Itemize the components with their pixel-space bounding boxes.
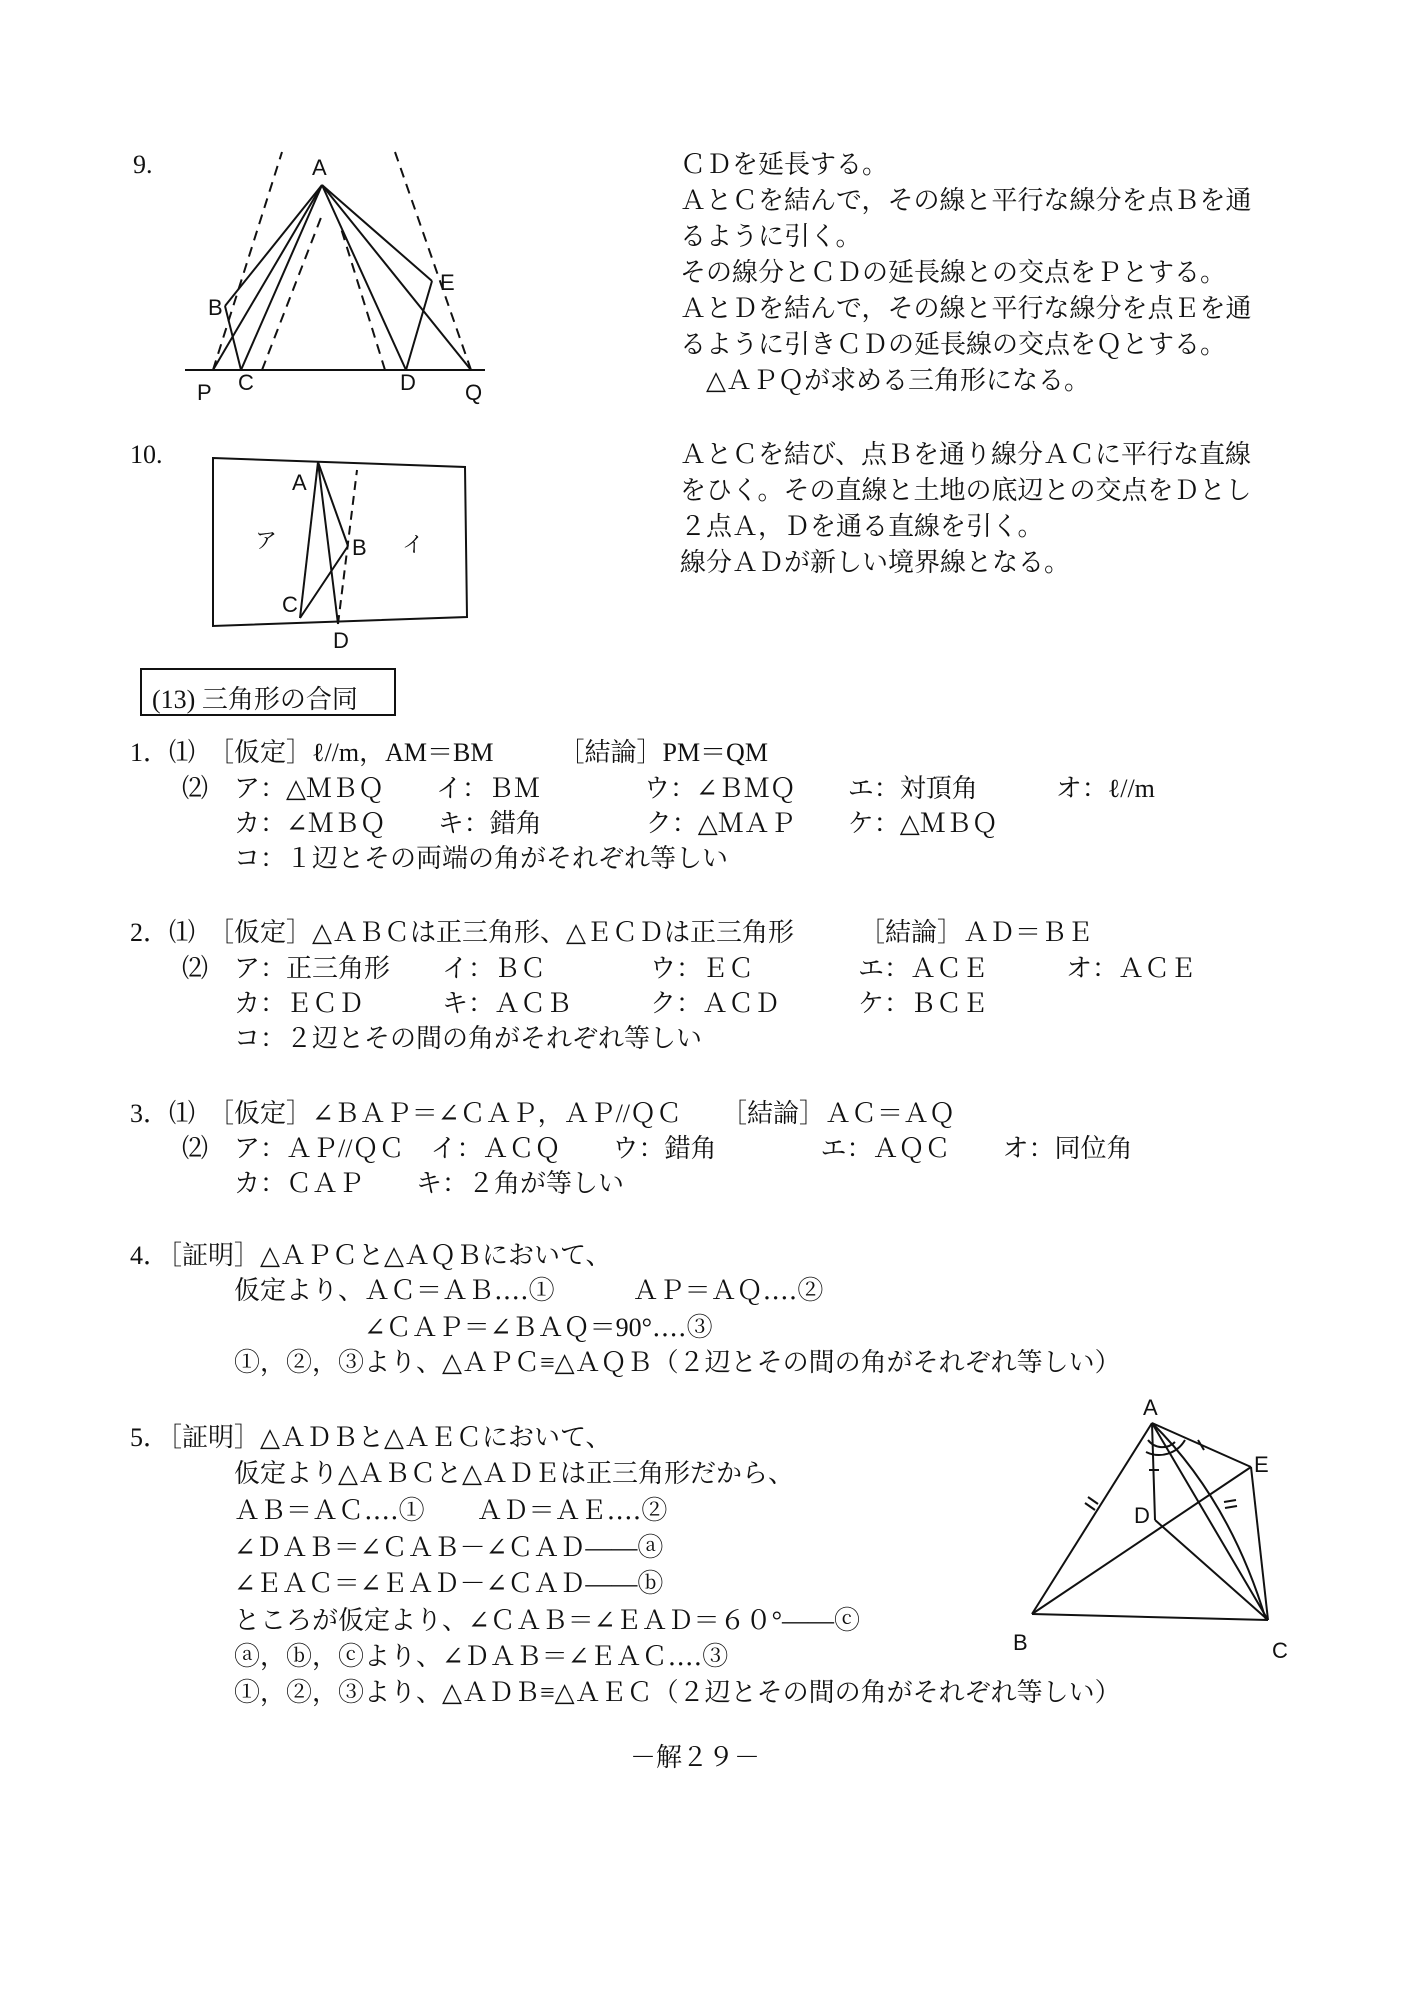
item9-line: るように引く。 — [680, 222, 862, 251]
q4-line: 仮定より、ＡＣ＝ＡＢ‥‥① ＡＰ＝ＡＱ‥‥② — [130, 1276, 824, 1305]
label-d: D — [400, 370, 416, 395]
q5-line: ところが仮定より、∠ＣＡＢ＝∠ＥＡＤ＝６０°――ⓒ — [130, 1606, 860, 1635]
label-c: C — [282, 592, 298, 617]
item9-line: るように引きＣＤの延長線の交点をＱとする。 — [680, 330, 1227, 359]
item10-line: ２点Ａ，Ｄを通る直線を引く。 — [680, 512, 1044, 541]
item10-line: をひく。その直線と土地の底辺との交点をＤとし — [680, 476, 1252, 505]
q1-line: コ：１辺とその両端の角がそれぞれ等しい — [130, 844, 729, 873]
q5-line: ①，②，③より、△ＡＤＢ≡△ＡＥＣ（２辺とその間の角がそれぞれ等しい） — [130, 1678, 1121, 1707]
q2-line: ⑵ ア：正三角形 イ：ＢＣ ウ：ＥＣ エ：ＡＣＥ オ：ＡＣＥ — [130, 954, 1197, 983]
label-b: B — [1013, 1630, 1028, 1655]
item10-line: ＡとＣを結び、点Ｂを通り線分ＡＣに平行な直線 — [680, 440, 1251, 469]
tick-mark — [1224, 1500, 1236, 1502]
tick-mark — [1085, 1503, 1095, 1510]
segment-bc — [1032, 1614, 1268, 1620]
q4-line: 4．［証明］△ＡＰＣと△ＡＱＢにおいて、 — [130, 1241, 612, 1270]
q5-line: ⓐ，ⓑ，ⓒより、∠ＤＡＢ＝∠ＥＡＣ‥‥③ — [130, 1642, 729, 1671]
q4-line: ∠ＣＡＰ＝∠ＢＡＱ＝90°‥‥③ — [130, 1313, 713, 1342]
tick-mark — [1088, 1497, 1098, 1504]
q3-line: 3．⑴ ［仮定］∠ＢＡＰ＝∠ＣＡＰ，ＡＰ//ＱＣ ［結論］ＡＣ＝ＡＱ — [130, 1099, 956, 1128]
q5-line: 5．［証明］△ＡＤＢと△ＡＥＣにおいて、 — [130, 1423, 612, 1452]
label-q: Q — [465, 380, 483, 405]
q1-line: 1．⑴ ［仮定］ℓ//m，AM＝BM ［結論］PM＝QM — [130, 738, 768, 767]
label-b: B — [352, 535, 367, 560]
label-region-a: ア — [255, 528, 278, 553]
label-p: P — [197, 380, 212, 405]
segment-dc — [1155, 1520, 1268, 1620]
item9-line: ＣＤを延長する。 — [680, 150, 889, 179]
label-d: D — [1134, 1503, 1150, 1528]
tick-mark — [1225, 1506, 1237, 1508]
item9-number: 9. — [133, 150, 153, 179]
q3-line: ⑵ ア：ＡＰ//ＱＣ イ：ＡＣＱ ウ：錯角 エ：ＡＱＣ オ：同位角 — [130, 1134, 1133, 1163]
q2-line: カ：ＥＣＤ キ：ＡＣＢ ク：ＡＣＤ ケ：ＢＣＥ — [130, 989, 989, 1018]
label-a: A — [312, 155, 327, 180]
label-region-i: イ — [402, 532, 425, 557]
section-title: (13) 三角形の合同 — [152, 685, 358, 714]
label-d: D — [333, 628, 349, 653]
item10-number: 10. — [130, 440, 163, 469]
q5-line: ∠ＤＡＢ＝∠ＣＡＢ－∠ＣＡＤ――ⓐ — [130, 1533, 664, 1562]
item9-line: その線分とＣＤの延長線との交点をＰとする。 — [680, 258, 1227, 287]
label-c: C — [1272, 1638, 1288, 1663]
item9-line: △ＡＰＱが求める三角形になる。 — [680, 366, 1090, 395]
q5-line: ∠ＥＡＣ＝∠ＥＡＤ－∠ＣＡＤ――ⓑ — [130, 1569, 664, 1598]
q5-line: ＡＢ＝ＡＣ‥‥① ＡＤ＝ＡＥ‥‥② — [130, 1496, 668, 1525]
segment-ad — [1152, 1423, 1155, 1520]
label-e: E — [440, 270, 455, 295]
page-number: －解２９－ — [630, 1743, 761, 1772]
item9-line: ＡとＣを結んで，その線と平行な線分を点Ｂを通 — [680, 186, 1252, 215]
label-e: E — [1254, 1452, 1269, 1477]
item9-line: ＡとＤを結んで，その線と平行な線分を点Ｅを通 — [680, 294, 1252, 323]
segment-be — [1032, 1467, 1251, 1614]
q1-line: カ：∠ＭＢＱ キ：錯角 ク：△ＭＡＰ ケ：△ＭＢＱ — [130, 809, 998, 838]
item10-line: 線分ＡＤが新しい境界線となる。 — [680, 548, 1071, 577]
q3-line: カ：ＣＡＰ キ：２角が等しい — [130, 1169, 625, 1198]
q2-line: 2．⑴ ［仮定］△ＡＢＣは正三角形、△ＥＣＤは正三角形 ［結論］ＡＤ＝ＢＥ — [130, 918, 1093, 947]
label-b: B — [208, 295, 223, 320]
q5-line: 仮定より△ＡＢＣと△ＡＤＥは正三角形だから、 — [130, 1459, 794, 1488]
q1-line: ⑵ ア：△ＭＢＱ イ：ＢＭ ウ：∠ＢＭＱ エ：対頂角 オ：ℓ//m — [130, 774, 1155, 803]
q2-line: コ：２辺とその間の角がそれぞれ等しい — [130, 1024, 703, 1053]
label-c: C — [238, 370, 254, 395]
q4-line: ①，②，③より、△ＡＰＣ≡△ＡＱＢ（２辺とその間の角がそれぞれ等しい） — [130, 1348, 1121, 1377]
label-a: A — [292, 470, 307, 495]
label-a: A — [1143, 1395, 1158, 1420]
